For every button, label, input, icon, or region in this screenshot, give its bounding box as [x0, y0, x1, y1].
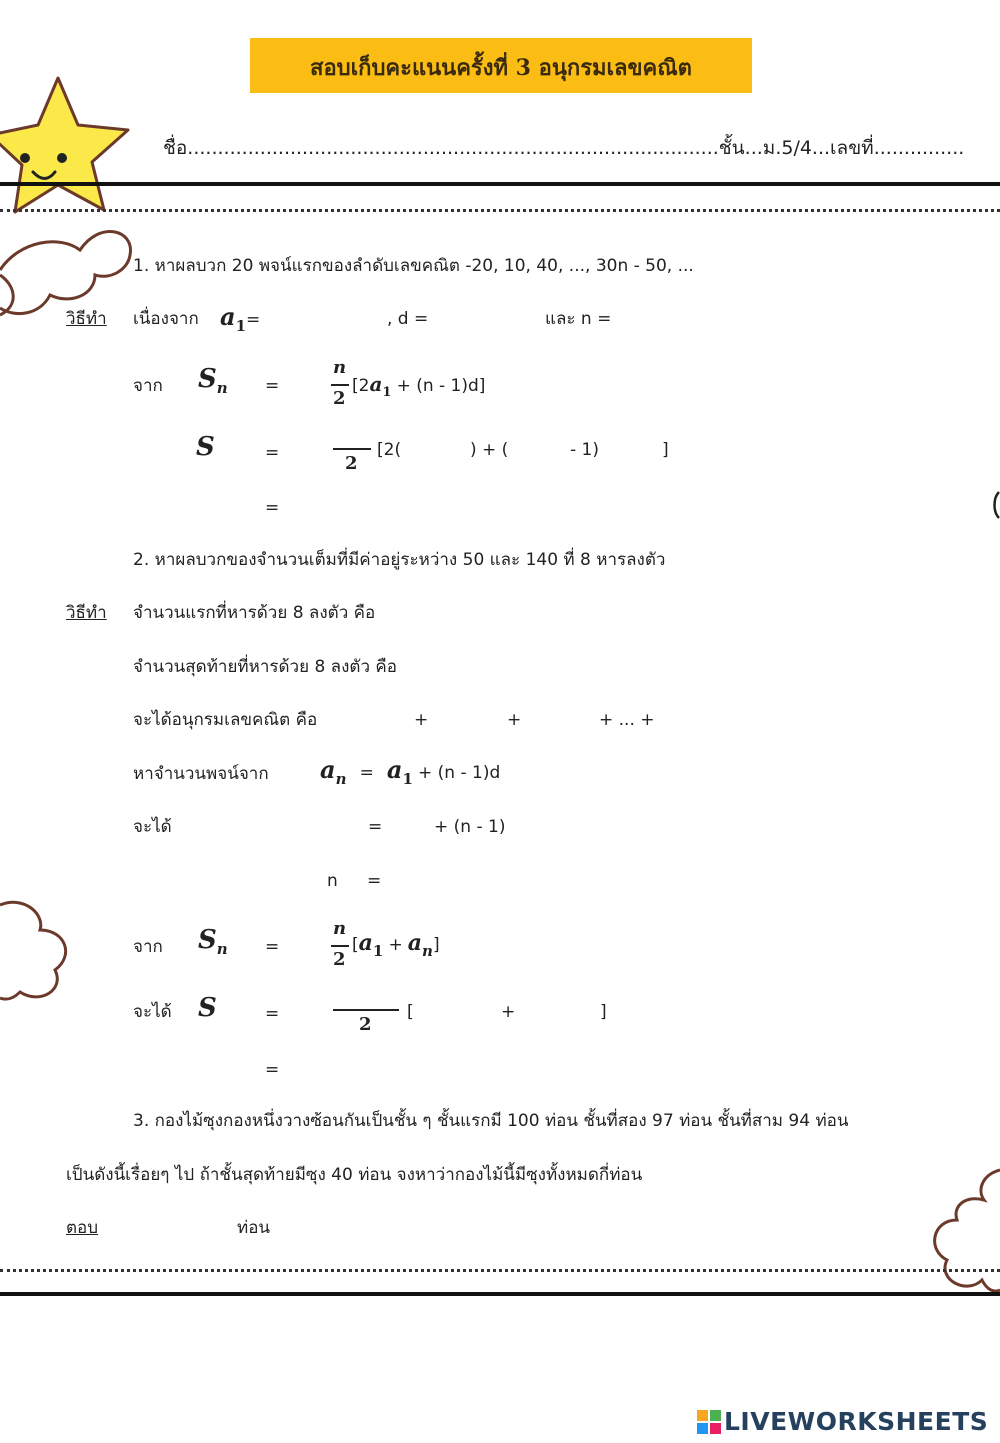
q1-method-label: วิธีทำ — [66, 309, 107, 329]
q2-Sn-eq: = — [265, 937, 280, 957]
title-banner — [250, 38, 752, 93]
q2-S: S — [198, 993, 217, 1023]
name-class-number-line: ชื่อ........................................................................................ชั้น...ม.5/4...เลขที่............... — [163, 137, 965, 159]
cloud-right-decoration — [872, 1165, 1000, 1305]
q1-formula: $[2a_1 + (n - 1)d]$ — [352, 372, 486, 400]
q2-sum-formula: [a1 + an] — [352, 930, 440, 960]
q2-first-number: จำนวนแรกที่หารด้วย 8 ลงตัว คือ — [133, 603, 376, 623]
q1-equals-2: = — [265, 443, 280, 463]
top-dotted-rule — [0, 209, 1000, 212]
q2-final-eq: = — [265, 1060, 280, 1080]
q2-frac-num: n — [333, 918, 347, 939]
q1-equals: = — [265, 376, 280, 396]
q2-plus3: + ... + — [599, 710, 655, 730]
q1-since: เนื่องจาก — [133, 309, 199, 329]
top-solid-rule — [0, 182, 1000, 186]
q1-frac-num: n — [333, 357, 347, 378]
star-icon — [0, 78, 128, 212]
q2-get-rest: + (n - 1) — [434, 817, 506, 837]
star-illustration — [0, 70, 140, 320]
q2-Sn: Sn — [198, 925, 228, 958]
q1-sub-frac-bar — [333, 448, 371, 450]
q1-sub-bracket1: [2( — [377, 440, 402, 460]
q2-get-eq: = — [368, 817, 383, 837]
liveworksheets-brand[interactable]: LIVEWORKSHEETS — [724, 1407, 989, 1436]
q3-line1: 3. กองไม้ซุงกองหนึ่งวางซ้อนกันเป็นชั้น ๆ ชั้นแรกมี 100 ท่อน ชั้นที่สอง 97 ท่อน ชั้นที่สาม 94 ท่อน — [133, 1111, 849, 1131]
q2-S-eq: = — [265, 1004, 280, 1024]
q2-sub-open: [ — [407, 1002, 414, 1022]
q2-n-label: n — [327, 871, 338, 891]
q2-from: จาก — [133, 937, 163, 957]
bottom-solid-rule — [0, 1292, 1000, 1296]
q3-answer-label: ตอบ — [66, 1218, 99, 1238]
q2-sub-plus: + — [501, 1002, 516, 1022]
q2-an-formula: an = a1 + (n - 1)d — [320, 755, 501, 788]
q2-get: จะได้ — [133, 817, 172, 837]
q2-series-label: จะได้อนุกรมเลขคณิต คือ — [133, 710, 318, 730]
q2-sub-frac-den: 2 — [359, 1014, 372, 1035]
q3-line2: เป็นดังนี้เรื่อยๆ ไป ถ้าชั้นสุดท้ายมีซุง 40 ท่อน จงหาว่ากองไม้นี้มีซุงทั้งหมดกี่ท่อน — [66, 1165, 643, 1185]
q1-sub-bracket4: ] — [662, 440, 669, 460]
liveworksheets-logo-icon — [697, 1410, 721, 1434]
q1-d: , d = — [387, 309, 429, 329]
q1-S: S — [196, 432, 215, 462]
bottom-dotted-rule — [0, 1269, 1000, 1272]
cloud-left-decoration — [0, 900, 80, 1010]
q2-last-number: จำนวนสุดท้ายที่หารด้วย 8 ลงตัว คือ — [133, 657, 397, 677]
q1-n: และ n = — [545, 309, 612, 329]
q2-get2: จะได้ — [133, 1002, 172, 1022]
cloud-outline-top — [0, 231, 130, 313]
q2-question: 2. หาผลบวกของจำนวนเต็มที่มีค่าอยู่ระหว่าง 50 และ 140 ที่ 8 หารลงตัว — [133, 550, 666, 570]
page-title: สอบเก็บคะแนนครั้งที่ 3 อนุกรมเลขคณิต — [310, 55, 692, 81]
q2-sub-close: ] — [600, 1002, 607, 1022]
q3-unit: ท่อน — [237, 1218, 271, 1238]
q1-Sn: Sn — [198, 364, 228, 397]
q2-frac-den: 2 — [333, 949, 346, 970]
q1-from: จาก — [133, 376, 163, 396]
q1-sub-bracket2: ) + ( — [470, 440, 509, 460]
q2-n-eq: = — [367, 871, 382, 891]
q2-sub-frac-bar — [333, 1009, 399, 1011]
q1-frac-den: 2 — [333, 388, 346, 409]
q1-question: 1. หาผลบวก 20 พจน์แรกของลำดับเลขคณิต -20, 10, 40, ..., 30n - 50, ... — [133, 256, 694, 276]
q1-a1: a1= — [220, 302, 261, 335]
q2-frac-bar — [331, 945, 349, 947]
q2-find-terms: หาจำนวนพจน์จาก — [133, 764, 269, 784]
q1-frac-bar — [331, 384, 349, 386]
q2-plus1: + — [414, 710, 429, 730]
q1-final-eq: = — [265, 498, 280, 518]
q1-sub-frac-den: 2 — [345, 453, 358, 474]
q2-method-label: วิธีทำ — [66, 603, 107, 623]
q2-plus2: + — [507, 710, 522, 730]
edge-bracket-icon — [992, 490, 1000, 520]
q1-sub-bracket3: - 1) — [570, 440, 599, 460]
